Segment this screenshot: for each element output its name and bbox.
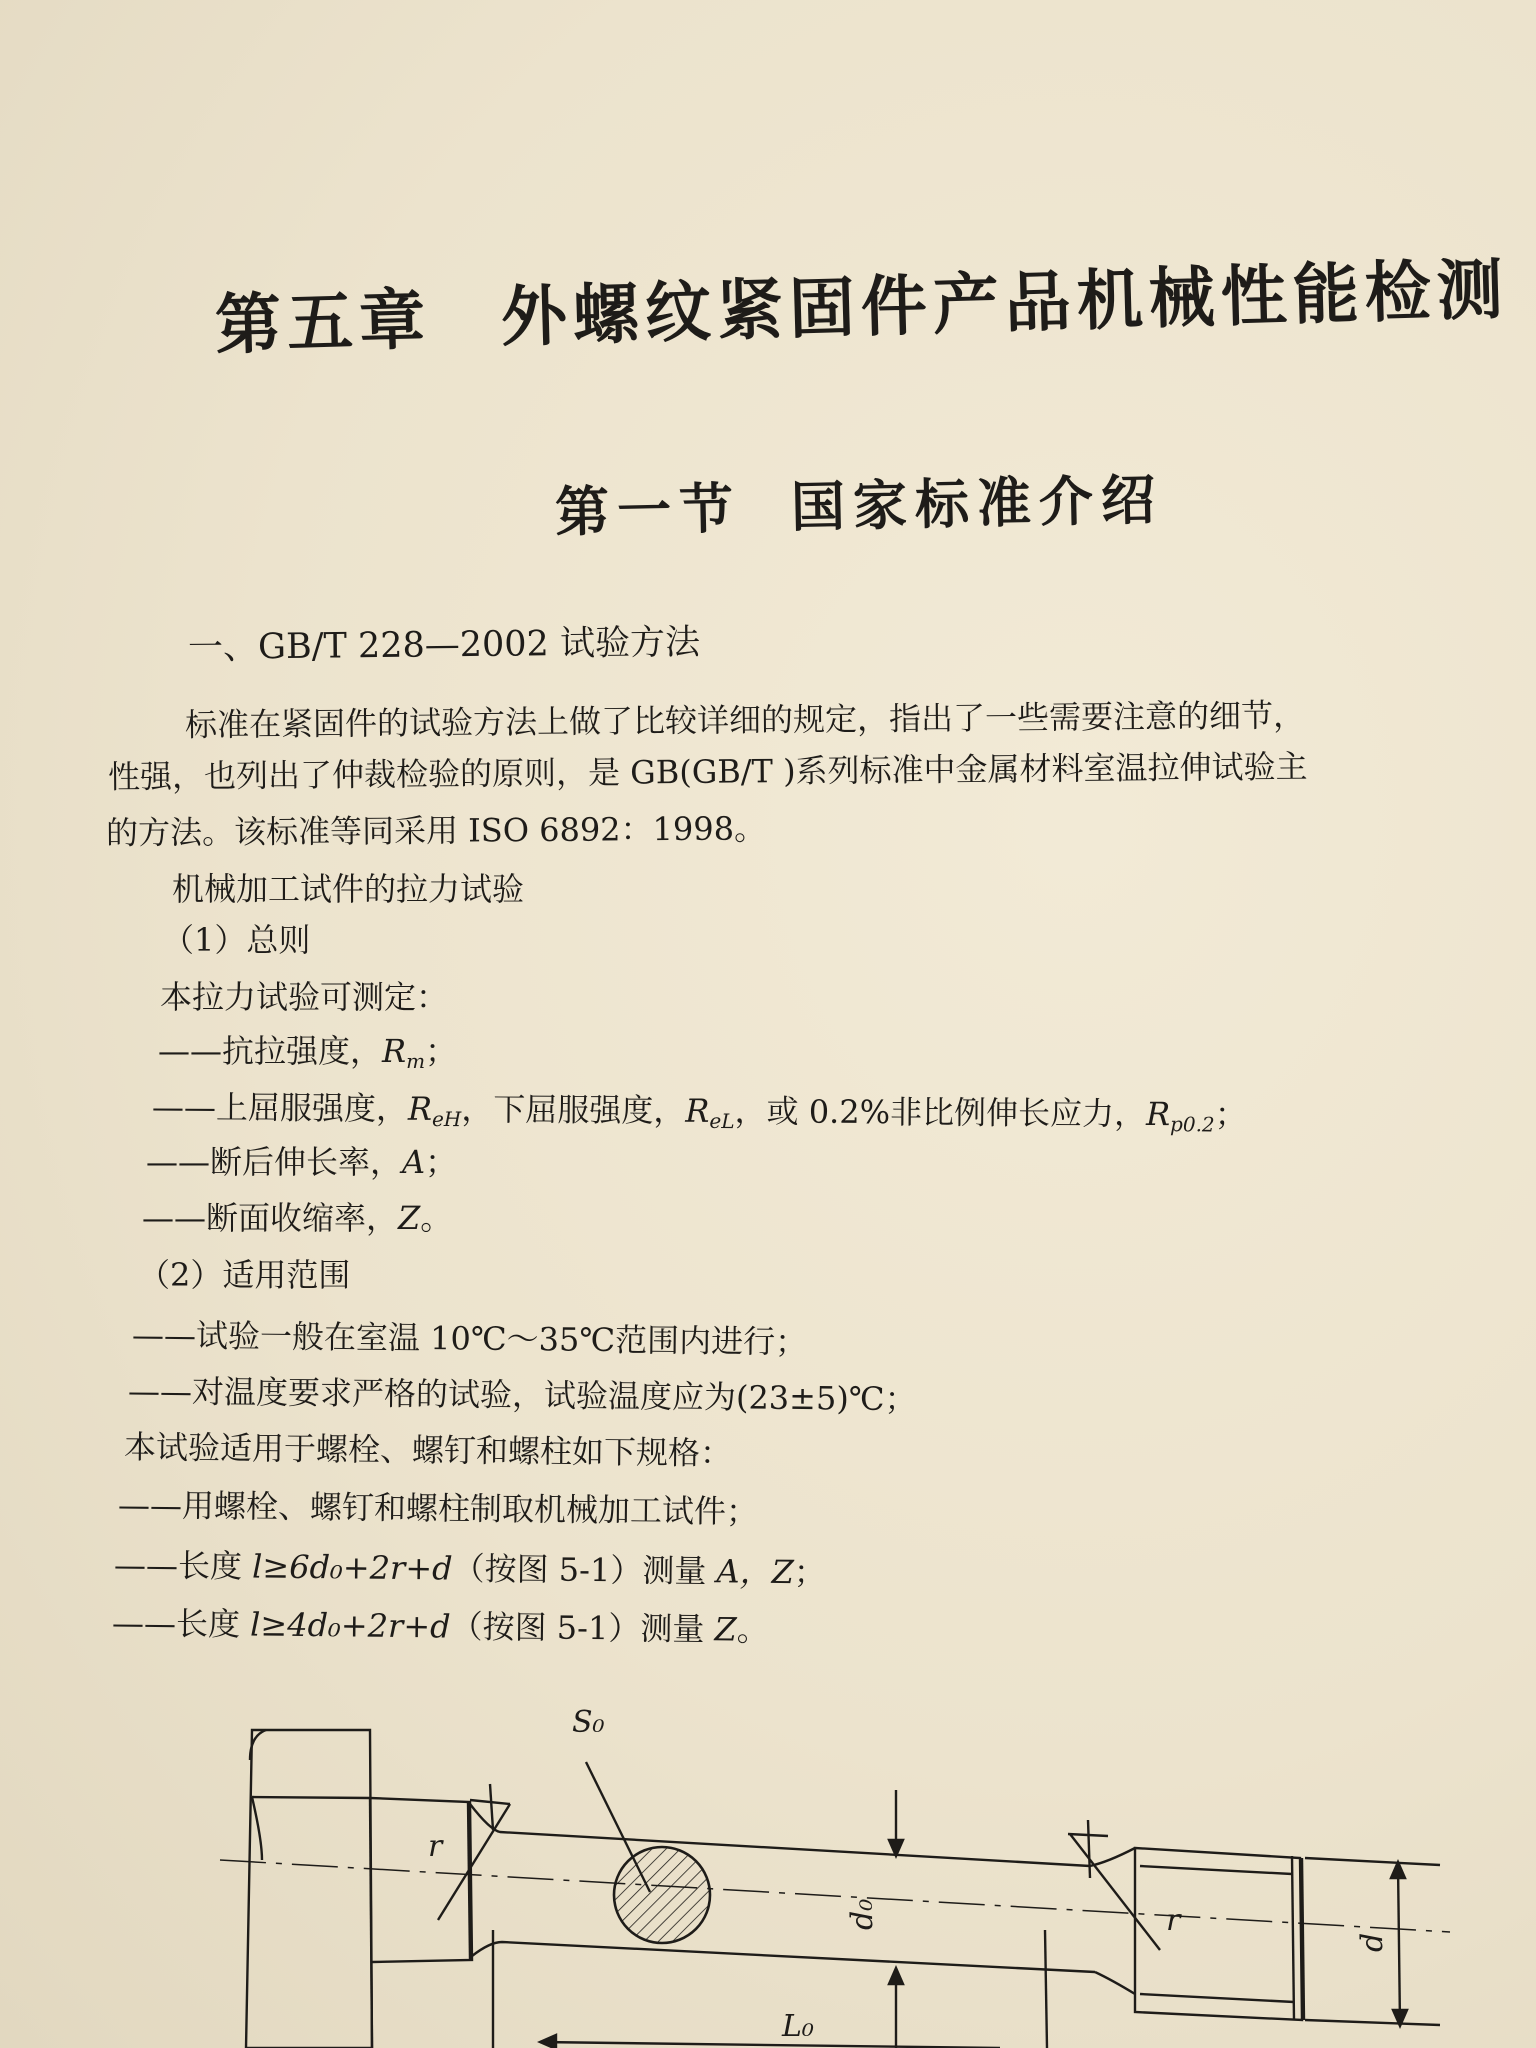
intro-line-2: 性强，也列出了仲裁检验的原则，是 GB(GB/T )系列标准中金属材料室温拉伸试验主 xyxy=(107,747,1308,796)
center-line xyxy=(220,1860,1450,1932)
symbol: Z xyxy=(398,1199,421,1237)
label-d: d xyxy=(1355,1932,1390,1952)
symbols: Z xyxy=(714,1610,737,1649)
symbol: R xyxy=(407,1089,433,1128)
shank-bottom-edge xyxy=(472,1942,1095,1972)
item-end: ； xyxy=(793,1553,827,1592)
subscript: p0.2 xyxy=(1170,1112,1215,1137)
formula: l≥4d₀+2r+d xyxy=(249,1605,451,1646)
cross-section-circle xyxy=(614,1847,710,1943)
shank-top-edge xyxy=(470,1804,1090,1866)
item-text: ——抗拉强度， xyxy=(158,1032,383,1070)
chapter-number: 第五章 xyxy=(214,280,433,364)
item-end: 。 xyxy=(420,1199,453,1237)
symbol: R xyxy=(382,1032,407,1070)
item-end: ； xyxy=(425,1032,458,1070)
heading-test-method: 一、GB/T 228—2002 试验方法 xyxy=(187,622,701,668)
item-text: ，下屈服强度， xyxy=(461,1090,686,1130)
label-l0: L₀ xyxy=(782,2009,814,2044)
item-end: ； xyxy=(425,1143,458,1181)
item-end: 。 xyxy=(736,1610,769,1649)
right-fillet-top xyxy=(1090,1848,1135,1866)
scope-item-1: ——试验一般在室温 10℃～35℃范围内进行； xyxy=(131,1316,808,1362)
bolt-test-piece-figure xyxy=(0,1680,1536,2048)
scope-item-5 xyxy=(112,1598,769,1651)
item-text: ——长度 xyxy=(111,1604,251,1644)
subscript: m xyxy=(406,1049,426,1073)
item-text: ——上屈服强度， xyxy=(151,1088,409,1128)
symbols: A，Z xyxy=(716,1552,795,1592)
item-text: ，或 0.2%非比例伸长应力， xyxy=(734,1092,1147,1133)
symbol: R xyxy=(685,1091,710,1130)
chapter-name: 外螺纹紧固件产品机械性能检测 xyxy=(499,250,1510,356)
formula: l≥6d₀+2r+d xyxy=(251,1547,453,1588)
item-text: ——断后伸长率， xyxy=(146,1143,403,1181)
symbol: R xyxy=(1145,1094,1171,1134)
general-item-1 xyxy=(158,1026,457,1073)
section-title xyxy=(554,457,1163,547)
intro-line-3: 的方法。该标准等同采用 ISO 6892：1998。 xyxy=(105,809,767,852)
item-end: ； xyxy=(1214,1095,1247,1134)
general-item-4 xyxy=(142,1193,452,1239)
general-title: （1）总则 xyxy=(162,921,311,959)
label-s0: S₀ xyxy=(572,1705,605,1740)
bolt-head xyxy=(246,1730,372,2048)
subscript: eH xyxy=(431,1106,462,1132)
bolt-neck xyxy=(370,1798,472,1962)
chapter-title xyxy=(214,236,1510,367)
label-r-left: r xyxy=(428,1829,443,1864)
item-text: （按图 5-1）测量 xyxy=(452,1549,717,1591)
label-d0: d₀ xyxy=(845,1898,880,1930)
item-text: ——长度 xyxy=(113,1546,253,1586)
subheading-tensile-test: 机械加工试件的拉力试验 xyxy=(172,870,525,908)
item-text: （按图 5-1）测量 xyxy=(450,1607,715,1649)
section-number: 第一节 xyxy=(554,476,742,544)
scope-item-4 xyxy=(114,1540,826,1593)
subscript: eL xyxy=(709,1108,735,1134)
general-lead: 本拉力试验可测定： xyxy=(160,978,449,1016)
label-r-right: r xyxy=(1166,1903,1181,1938)
intro-line-1: 标准在紧固件的试验方法上做了比较详细的规定，指出了一些需要注意的细节， xyxy=(184,696,1306,744)
scope-title: （2）适用范围 xyxy=(138,1256,351,1294)
scope-item-3: ——用螺栓、螺钉和螺柱制取机械加工试件； xyxy=(117,1486,759,1531)
scope-lead: 本试验适用于螺栓、螺钉和螺柱如下规格： xyxy=(123,1428,733,1473)
general-item-3 xyxy=(146,1137,457,1183)
section-name: 国家标准介绍 xyxy=(790,467,1164,540)
scope-item-2: ——对温度要求严格的试验，试验温度应为(23±5)℃； xyxy=(127,1372,917,1419)
right-fillet-bottom xyxy=(1095,1972,1135,1994)
item-text: ——断面收缩率， xyxy=(142,1199,399,1237)
symbol: A xyxy=(402,1143,426,1181)
general-item-2 xyxy=(152,1082,1247,1137)
